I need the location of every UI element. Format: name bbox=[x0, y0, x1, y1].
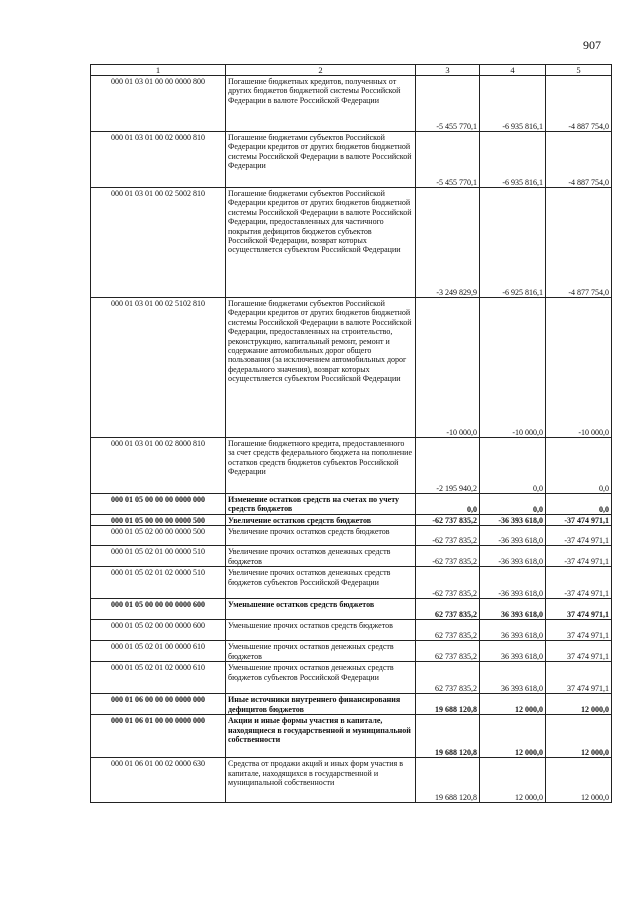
amount-col5-cell: 37 474 971,1 bbox=[546, 620, 612, 641]
amount-col5-cell: 12 000,0 bbox=[546, 694, 612, 715]
amount-col5-cell: 0,0 bbox=[546, 438, 612, 494]
amount-col5-cell: -4 887 754,0 bbox=[546, 76, 612, 132]
description-cell: Увеличение прочих остатков денежных средств бюджетов субъектов Российской Федерации bbox=[226, 567, 416, 599]
amount-col3-cell: -10 000,0 bbox=[416, 298, 480, 438]
amount-col5-cell: -37 474 971,1 bbox=[546, 546, 612, 567]
amount-col3-cell: -3 249 829,9 bbox=[416, 188, 480, 298]
amount-col4-cell: -36 393 618,0 bbox=[480, 526, 546, 546]
budget-code-cell: 000 01 03 01 00 02 5102 810 bbox=[91, 298, 226, 438]
table-row bbox=[91, 641, 612, 662]
amount-col3-cell: -5 455 770,1 bbox=[416, 76, 480, 132]
table-row bbox=[91, 76, 612, 132]
description-cell: Погашение бюджетами субъектов Российской Федерации кредитов от других бюджетов бюджетной системы Российской Федерации в валюте Российской Федерации bbox=[226, 132, 416, 188]
amount-col5-cell: -37 474 971,1 bbox=[546, 515, 612, 526]
amount-col3-cell: -62 737 835,2 bbox=[416, 546, 480, 567]
table-row bbox=[91, 438, 612, 494]
amount-col4-cell: -6 935 816,1 bbox=[480, 132, 546, 188]
table-row bbox=[91, 758, 612, 803]
budget-code-cell: 000 01 06 01 00 02 0000 630 bbox=[91, 758, 226, 803]
amount-col5-cell: -4 887 754,0 bbox=[546, 132, 612, 188]
amount-col5-cell: 12 000,0 bbox=[546, 758, 612, 803]
budget-code-cell: 000 01 05 02 01 00 0000 510 bbox=[91, 546, 226, 567]
description-cell: Увеличение прочих остатков денежных средств бюджетов bbox=[226, 546, 416, 567]
page-number: 907 bbox=[583, 38, 601, 52]
budget-code-cell: 000 01 03 01 00 00 0000 800 bbox=[91, 76, 226, 132]
description-cell: Уменьшение остатков средств бюджетов bbox=[226, 599, 416, 620]
budget-code-cell: 000 01 06 00 00 00 0000 000 bbox=[91, 694, 226, 715]
budget-code-cell: 000 01 05 02 01 02 0000 510 bbox=[91, 567, 226, 599]
description-cell: Увеличение прочих остатков средств бюджетов bbox=[226, 526, 416, 546]
amount-col3-cell: 19 688 120,8 bbox=[416, 758, 480, 803]
amount-col4-cell: 0,0 bbox=[480, 438, 546, 494]
description-cell: Изменение остатков средств на счетах по учету средств бюджетов bbox=[226, 494, 416, 515]
budget-code-cell: 000 01 05 00 00 00 0000 600 bbox=[91, 599, 226, 620]
table-row bbox=[91, 620, 612, 641]
description-cell: Погашение бюджетного кредита, предоставленного за счет средств федерального бюджета на пополнение остатков средств бюджетов субъектов Российской Федерации bbox=[226, 438, 416, 494]
amount-col4-cell: 12 000,0 bbox=[480, 715, 546, 758]
amount-col3-cell: 19 688 120,8 bbox=[416, 715, 480, 758]
amount-col5-cell: -4 877 754,0 bbox=[546, 188, 612, 298]
budget-code-cell: 000 01 06 01 00 00 0000 000 bbox=[91, 715, 226, 758]
amount-col3-cell: 19 688 120,8 bbox=[416, 694, 480, 715]
amount-col3-cell: 0,0 bbox=[416, 494, 480, 515]
table-row bbox=[91, 715, 612, 758]
table-row bbox=[91, 694, 612, 715]
description-cell: Уменьшение прочих остатков средств бюджетов bbox=[226, 620, 416, 641]
amount-col3-cell: -62 737 835,2 bbox=[416, 526, 480, 546]
amount-col4-cell: -36 393 618,0 bbox=[480, 546, 546, 567]
description-cell: Погашение бюджетных кредитов, полученных от других бюджетов бюджетной системы Российской Федерации в валюте Российской Федерации bbox=[226, 76, 416, 132]
column-header-2: 2 bbox=[226, 65, 416, 76]
description-cell: Иные источники внутреннего финансирования дефицитов бюджетов bbox=[226, 694, 416, 715]
column-header-3: 3 bbox=[416, 65, 480, 76]
column-header-1: 1 bbox=[91, 65, 226, 76]
budget-code-cell: 000 01 05 02 00 00 0000 500 bbox=[91, 526, 226, 546]
amount-col3-cell: 62 737 835,2 bbox=[416, 641, 480, 662]
table-row bbox=[91, 515, 612, 526]
amount-col5-cell: 12 000,0 bbox=[546, 715, 612, 758]
amount-col5-cell: 37 474 971,1 bbox=[546, 599, 612, 620]
column-header-5: 5 bbox=[546, 65, 612, 76]
amount-col4-cell: -6 925 816,1 bbox=[480, 188, 546, 298]
amount-col4-cell: 36 393 618,0 bbox=[480, 620, 546, 641]
amount-col3-cell: 62 737 835,2 bbox=[416, 599, 480, 620]
amount-col4-cell: -36 393 618,0 bbox=[480, 515, 546, 526]
budget-code-cell: 000 01 05 00 00 00 0000 000 bbox=[91, 494, 226, 515]
amount-col4-cell: 0,0 bbox=[480, 494, 546, 515]
amount-col4-cell: 12 000,0 bbox=[480, 758, 546, 803]
table-row bbox=[91, 188, 612, 298]
budget-code-cell: 000 01 05 02 01 00 0000 610 bbox=[91, 641, 226, 662]
amount-col5-cell: -10 000,0 bbox=[546, 298, 612, 438]
table-row bbox=[91, 546, 612, 567]
table-header-row bbox=[91, 65, 612, 76]
amount-col5-cell: 37 474 971,1 bbox=[546, 662, 612, 694]
budget-code-cell: 000 01 03 01 00 02 5002 810 bbox=[91, 188, 226, 298]
budget-sources-table bbox=[90, 64, 612, 803]
description-cell: Увеличение остатков средств бюджетов bbox=[226, 515, 416, 526]
description-cell: Уменьшение прочих остатков денежных средств бюджетов bbox=[226, 641, 416, 662]
amount-col4-cell: -10 000,0 bbox=[480, 298, 546, 438]
table-row bbox=[91, 298, 612, 438]
table-body bbox=[91, 76, 612, 803]
table-row bbox=[91, 567, 612, 599]
description-cell: Погашение бюджетами субъектов Российской Федерации кредитов от других бюджетов бюджетной системы Российской Федерации в валюте Российской Федерации, предоставленных для частичного покрытия дефицитов бюджетов субъектов Российской Федерации, возврат которых осуществляется субъектом Российской Федерации bbox=[226, 188, 416, 298]
table-row bbox=[91, 526, 612, 546]
budget-code-cell: 000 01 03 01 00 02 8000 810 bbox=[91, 438, 226, 494]
amount-col4-cell: 36 393 618,0 bbox=[480, 641, 546, 662]
amount-col3-cell: -5 455 770,1 bbox=[416, 132, 480, 188]
amount-col4-cell: -36 393 618,0 bbox=[480, 567, 546, 599]
amount-col5-cell: -37 474 971,1 bbox=[546, 526, 612, 546]
description-cell: Акции и иные формы участия в капитале, находящиеся в государственной и муниципальной собственности bbox=[226, 715, 416, 758]
amount-col3-cell: -62 737 835,2 bbox=[416, 567, 480, 599]
description-cell: Уменьшение прочих остатков денежных средств бюджетов субъектов Российской Федерации bbox=[226, 662, 416, 694]
amount-col4-cell: 36 393 618,0 bbox=[480, 662, 546, 694]
amount-col5-cell: -37 474 971,1 bbox=[546, 567, 612, 599]
budget-code-cell: 000 01 05 02 00 00 0000 600 bbox=[91, 620, 226, 641]
budget-code-cell: 000 01 05 00 00 00 0000 500 bbox=[91, 515, 226, 526]
amount-col3-cell: -2 195 940,2 bbox=[416, 438, 480, 494]
table-row bbox=[91, 494, 612, 515]
budget-code-cell: 000 01 03 01 00 02 0000 810 bbox=[91, 132, 226, 188]
description-cell: Средства от продажи акций и иных форм участия в капитале, находящихся в государственной и муниципальной собственности bbox=[226, 758, 416, 803]
table-row bbox=[91, 599, 612, 620]
budget-code-cell: 000 01 05 02 01 02 0000 610 bbox=[91, 662, 226, 694]
amount-col4-cell: 36 393 618,0 bbox=[480, 599, 546, 620]
amount-col3-cell: 62 737 835,2 bbox=[416, 662, 480, 694]
amount-col4-cell: -6 935 816,1 bbox=[480, 76, 546, 132]
table-row bbox=[91, 132, 612, 188]
column-header-4: 4 bbox=[480, 65, 546, 76]
description-cell: Погашение бюджетами субъектов Российской Федерации кредитов от других бюджетов бюджетной системы Российской Федерации в валюте Российской Федерации, предоставленных на строительство, реконструкцию, капитальный ремонт, ремонт и содержание автомобильных дорог общего пользования (за исключением автомобильных дорог федерального значения), возврат которых осуществляется субъектом Российской Федерации bbox=[226, 298, 416, 438]
amount-col5-cell: 37 474 971,1 bbox=[546, 641, 612, 662]
amount-col4-cell: 12 000,0 bbox=[480, 694, 546, 715]
table-row bbox=[91, 662, 612, 694]
amount-col5-cell: 0,0 bbox=[546, 494, 612, 515]
amount-col3-cell: 62 737 835,2 bbox=[416, 620, 480, 641]
amount-col3-cell: -62 737 835,2 bbox=[416, 515, 480, 526]
